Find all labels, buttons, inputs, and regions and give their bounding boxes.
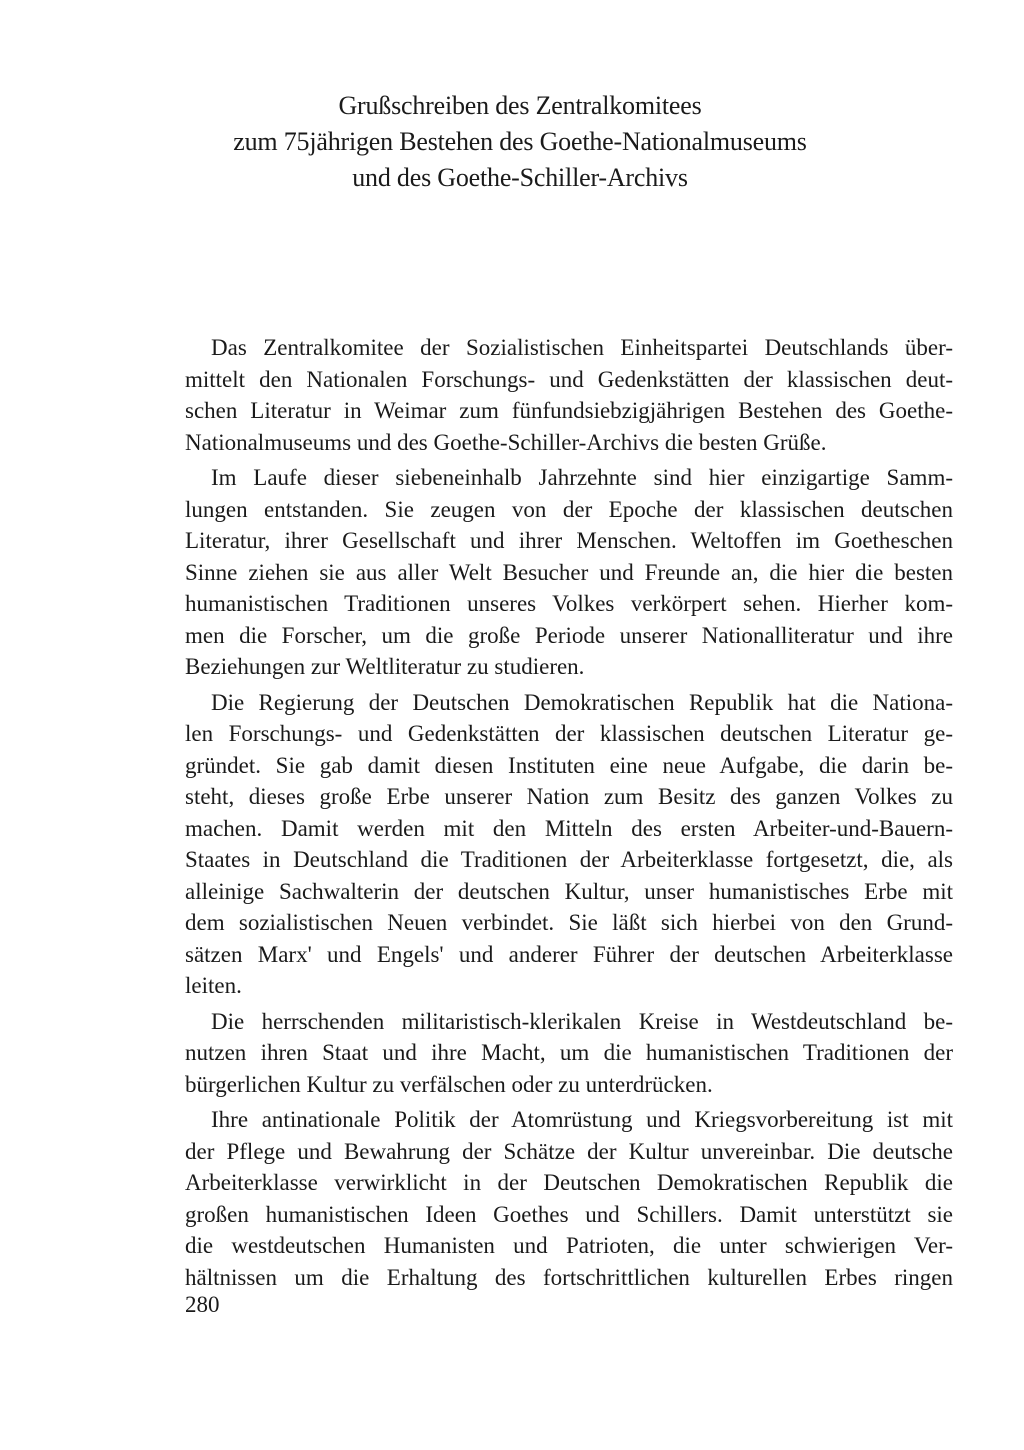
text-line: Die herrschenden militaristisch-klerikalen Kreise in Westdeutschland be- — [211, 1008, 953, 1034]
text-line: bürgerlichen Kultur zu verfälschen oder zu unterdrücken. — [185, 1071, 713, 1097]
text-line: humanistischen Traditionen unseres Volkes verkörpert sehen. Hierher kom- — [185, 591, 953, 616]
paragraph — [185, 1104, 953, 1293]
text-line: dem sozialistischen Neuen verbindet. Sie läßt sich hierbei von den Grund- — [185, 910, 953, 935]
text-line: gründet. Sie gab damit diesen Instituten eine neue Aufgabe, die darin be- — [185, 752, 953, 778]
text-line: Die Regierung der Deutschen Demokratischen Republik hat die Nationa- — [211, 689, 953, 715]
text-line: Nationalmuseums und des Goethe-Schiller-Archivs die besten Grüße. — [185, 429, 827, 455]
text-line: len Forschungs- und Gedenkstätten der klassischen deutschen Literatur ge- — [185, 721, 953, 746]
text-line: hältnissen um die Erhaltung des fortschrittlichen kulturellen Erbes ringen — [185, 1264, 953, 1290]
text-line: die westdeutschen Humanisten und Patrioten, die unter schwierigen Ver- — [185, 1233, 953, 1258]
text-line: schen Literatur in Weimar zum fünfundsiebzigjährigen Bestehen des Goethe- — [185, 398, 953, 423]
text-line: Das Zentralkomitee der Sozialistischen Einheitspartei Deutschlands über- — [211, 335, 953, 360]
text-line: Literatur, ihrer Gesellschaft und ihrer Menschen. Weltoffen im Goetheschen — [185, 528, 953, 553]
paragraph — [185, 332, 953, 458]
paragraph — [185, 1006, 953, 1101]
text-line: Sinne ziehen sie aus aller Welt Besucher und Freunde an, die hier die besten — [185, 559, 953, 585]
text-line: sätzen Marx' und Engels' und anderer Führer der deutschen Arbeiterklasse — [185, 941, 953, 967]
text-line: men die Forscher, um die große Periode unserer Nationalliteratur und ihre — [185, 622, 953, 648]
title-line: und des Goethe-Schiller-Archivs — [352, 163, 688, 192]
text-line: Staates in Deutschland die Traditionen der Arbeiterklasse fortgesetzt, die, als — [185, 847, 953, 872]
text-line: großen humanistischen Ideen Goethes und Schillers. Damit unterstützt sie — [185, 1201, 953, 1227]
title-line: Grußschreiben des Zentralkomitees — [338, 91, 702, 120]
text-line: Arbeiterklasse verwirklicht in der Deutschen Demokratischen Republik die — [185, 1170, 953, 1195]
text-line: Im Laufe dieser siebeneinhalb Jahrzehnte sind hier einzigartige Samm- — [211, 465, 953, 490]
text-line: leiten. — [185, 973, 242, 998]
title-line: zum 75jährigen Bestehen des Goethe-Nationalmuseums — [233, 127, 807, 156]
text-line: Beziehungen zur Weltliteratur zu studieren. — [185, 654, 585, 679]
text-line: der Pflege und Bewahrung der Schätze der Kultur unvereinbar. Die deutsche — [185, 1138, 953, 1164]
text-line: alleinige Sachwalterin der deutschen Kultur, unser humanistisches Erbe mit — [185, 878, 953, 904]
page-number: 280 — [185, 1292, 220, 1317]
text-line: machen. Damit werden mit den Mitteln des ersten Arbeiter-und-Bauern- — [185, 815, 953, 841]
text-line: lungen entstanden. Sie zeugen von der Epoche der klassischen deutschen — [185, 496, 953, 522]
paragraph — [185, 462, 953, 683]
text-line: mittelt den Nationalen Forschungs- und Gedenkstätten der klassischen deut- — [185, 366, 953, 392]
text-line: Ihre antinationale Politik der Atomrüstung und Kriegsvorbereitung ist mit — [211, 1107, 953, 1132]
paragraph — [185, 687, 953, 1002]
text-line: nutzen ihren Staat und ihre Macht, um die humanistischen Traditionen der — [185, 1040, 953, 1065]
page-title — [180, 88, 860, 196]
letter-body — [185, 332, 953, 1293]
text-line: steht, dieses große Erbe unserer Nation zum Besitz des ganzen Volkes zu — [185, 784, 953, 809]
